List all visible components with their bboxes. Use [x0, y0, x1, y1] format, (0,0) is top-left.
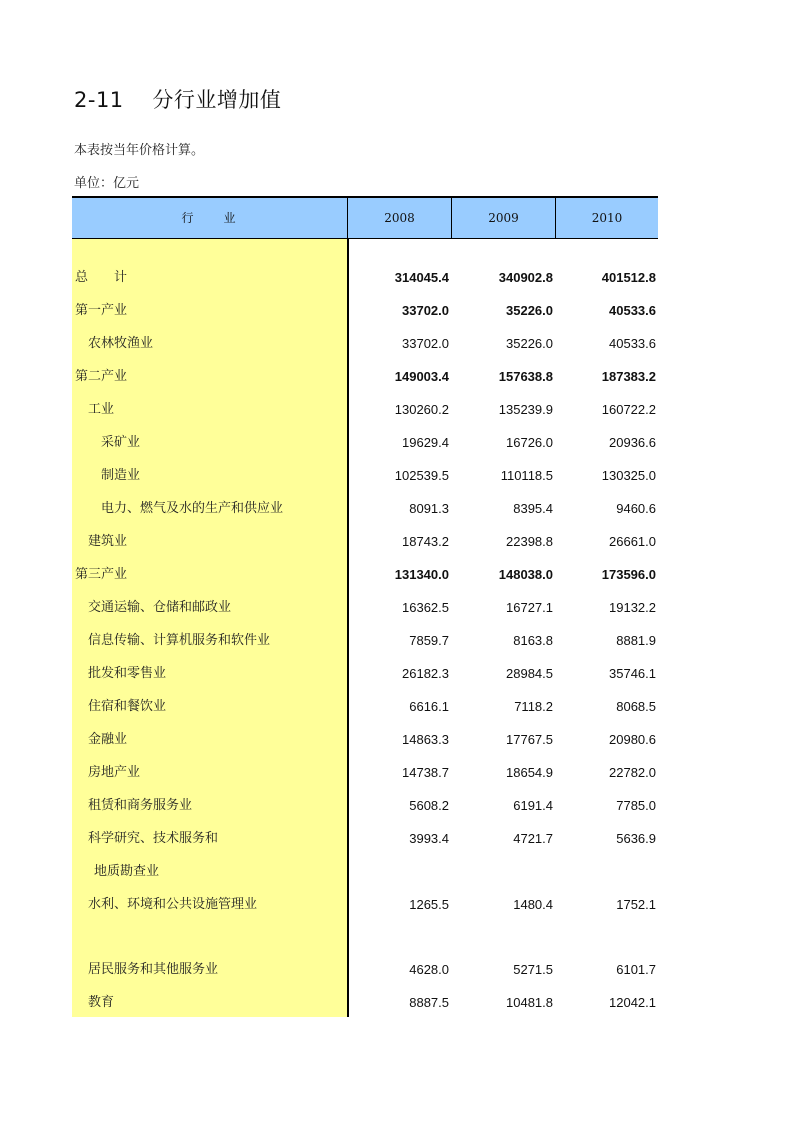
- cell-2009: 148038.0: [498, 567, 553, 582]
- cell-2008: 131340.0: [394, 567, 449, 582]
- cell-2010: 401512.8: [601, 270, 656, 285]
- cell-2008: 14863.3: [402, 732, 449, 747]
- cell-2008: 7859.7: [409, 633, 449, 648]
- cell-2009: 16727.1: [506, 600, 553, 615]
- row-label: 建筑业: [88, 534, 128, 549]
- cell-2009: 340902.8: [498, 270, 553, 285]
- table-row: [72, 888, 658, 921]
- cell-2010: 22782.0: [609, 765, 656, 780]
- table-row: [72, 525, 658, 558]
- table-row: [72, 657, 658, 690]
- table-row: [72, 492, 658, 525]
- cell-2009: 8163.8: [513, 633, 553, 648]
- cell-2010: 40533.6: [609, 336, 656, 351]
- row-label: 制造业: [101, 468, 141, 483]
- cell-2010: 173596.0: [601, 567, 656, 582]
- table-row: [72, 327, 658, 360]
- row-label: 农林牧渔业: [88, 336, 154, 351]
- cell-2008: 149003.4: [394, 369, 449, 384]
- row-label: 批发和零售业: [88, 666, 167, 681]
- row-label: 租赁和商务服务业: [88, 798, 193, 813]
- cell-2008: 19629.4: [402, 435, 449, 450]
- row-label: 采矿业: [101, 435, 141, 450]
- cell-2008: 14738.7: [402, 765, 449, 780]
- header-divider: [347, 198, 348, 238]
- cell-2010: 40533.6: [609, 303, 656, 318]
- cell-2009: 110118.5: [500, 468, 553, 483]
- cell-2010: 6101.7: [616, 962, 656, 977]
- cell-2008: 18743.2: [402, 534, 449, 549]
- cell-2010: 26661.0: [609, 534, 656, 549]
- cell-2010: 20936.6: [609, 435, 656, 450]
- page-title: 2-11 分行业增加值: [74, 88, 282, 112]
- unit-label: 单位：亿元: [74, 176, 140, 191]
- cell-2008: 314045.4: [394, 270, 449, 285]
- cell-2008: 5608.2: [409, 798, 449, 813]
- header-year-2010: 2010: [591, 211, 623, 225]
- table-row: [72, 986, 658, 1019]
- row-label: 总 计: [75, 270, 128, 285]
- cell-2010: 130325.0: [601, 468, 656, 483]
- cell-2009: 18654.9: [506, 765, 553, 780]
- row-label: 交通运输、仓储和邮政业: [88, 600, 232, 615]
- cell-2010: 8881.9: [616, 633, 656, 648]
- cell-2009: 4721.7: [513, 831, 553, 846]
- cell-2010: 20980.6: [609, 732, 656, 747]
- cell-2008: 8887.5: [409, 995, 449, 1010]
- row-label: 居民服务和其他服务业: [88, 962, 219, 977]
- cell-2009: 5271.5: [513, 962, 553, 977]
- row-label: 第二产业: [75, 369, 128, 384]
- cell-2010: 12042.1: [609, 995, 656, 1010]
- cell-2008: 8091.3: [409, 501, 449, 516]
- table-row: [72, 393, 658, 426]
- table-row: [72, 723, 658, 756]
- cell-2008: 3993.4: [409, 831, 449, 846]
- cell-2009: 35226.0: [506, 336, 553, 351]
- cell-2010: 7785.0: [616, 798, 656, 813]
- row-label: 科学研究、技术服务和: [88, 831, 219, 846]
- cell-2010: 5636.9: [616, 831, 656, 846]
- row-label: 住宿和餐饮业: [88, 699, 167, 714]
- table-row: [72, 459, 658, 492]
- cell-2010: 9460.6: [616, 501, 656, 516]
- table-row: [72, 558, 658, 591]
- cell-2010: 187383.2: [601, 369, 656, 384]
- table-row: [72, 426, 658, 459]
- cell-2008: 6616.1: [409, 699, 449, 714]
- cell-2010: 35746.1: [609, 666, 656, 681]
- table-row: [72, 953, 658, 986]
- row-label: 工业: [88, 402, 115, 417]
- cell-2008: 26182.3: [402, 666, 449, 681]
- cell-2009: 28984.5: [506, 666, 553, 681]
- table-row: [72, 360, 658, 393]
- row-label: 电力、燃气及水的生产和供应业: [101, 501, 284, 516]
- header-industry: 行 业: [181, 211, 238, 225]
- cell-2010: 19132.2: [609, 600, 656, 615]
- row-label: 信息传输、计算机服务和软件业: [88, 633, 271, 648]
- table-row: [72, 789, 658, 822]
- row-label: 第一产业: [75, 303, 128, 318]
- cell-2009: 17767.5: [506, 732, 553, 747]
- cell-2010: 160722.2: [601, 402, 656, 417]
- cell-2009: 22398.8: [506, 534, 553, 549]
- header-divider: [451, 198, 452, 238]
- table-row: [72, 294, 658, 327]
- table-header: [72, 198, 658, 238]
- header-year-2008: 2008: [384, 211, 415, 225]
- table-row: [72, 756, 658, 789]
- cell-2009: 6191.4: [513, 798, 553, 813]
- table-row: [72, 690, 658, 723]
- row-label: 地质勘查业: [94, 864, 160, 879]
- cell-2008: 102539.5: [394, 468, 449, 483]
- cell-2008: 1265.5: [409, 897, 449, 912]
- row-label: 房地产业: [88, 765, 141, 780]
- cell-2009: 16726.0: [506, 435, 553, 450]
- cell-2010: 8068.5: [616, 699, 656, 714]
- table-row-total: [72, 261, 658, 294]
- cell-2009: 157638.8: [498, 369, 553, 384]
- cell-2009: 1480.4: [513, 897, 553, 912]
- cell-2010: 1752.1: [616, 897, 656, 912]
- cell-2009: 7118.2: [514, 699, 553, 714]
- cell-2008: 16362.5: [402, 600, 449, 615]
- row-label: 教育: [88, 995, 115, 1010]
- cell-2009: 10481.8: [506, 995, 553, 1010]
- cell-2009: 35226.0: [506, 303, 553, 318]
- header-year-2009: 2009: [488, 211, 519, 225]
- row-label: 第三产业: [75, 567, 128, 582]
- cell-2008: 130260.2: [394, 402, 449, 417]
- cell-2009: 135239.9: [498, 402, 553, 417]
- table-row: [72, 591, 658, 624]
- table-row: [72, 822, 658, 855]
- table-row: [72, 624, 658, 657]
- table-note: 本表按当年价格计算。: [74, 143, 205, 158]
- row-label: 水利、环境和公共设施管理业: [88, 897, 258, 912]
- table-row: [72, 855, 658, 888]
- header-divider: [555, 198, 556, 238]
- cell-2008: 33702.0: [402, 303, 449, 318]
- cell-2009: 8395.4: [513, 501, 553, 516]
- cell-2008: 4628.0: [409, 962, 449, 977]
- cell-2008: 33702.0: [402, 336, 449, 351]
- row-label: 金融业: [88, 732, 128, 747]
